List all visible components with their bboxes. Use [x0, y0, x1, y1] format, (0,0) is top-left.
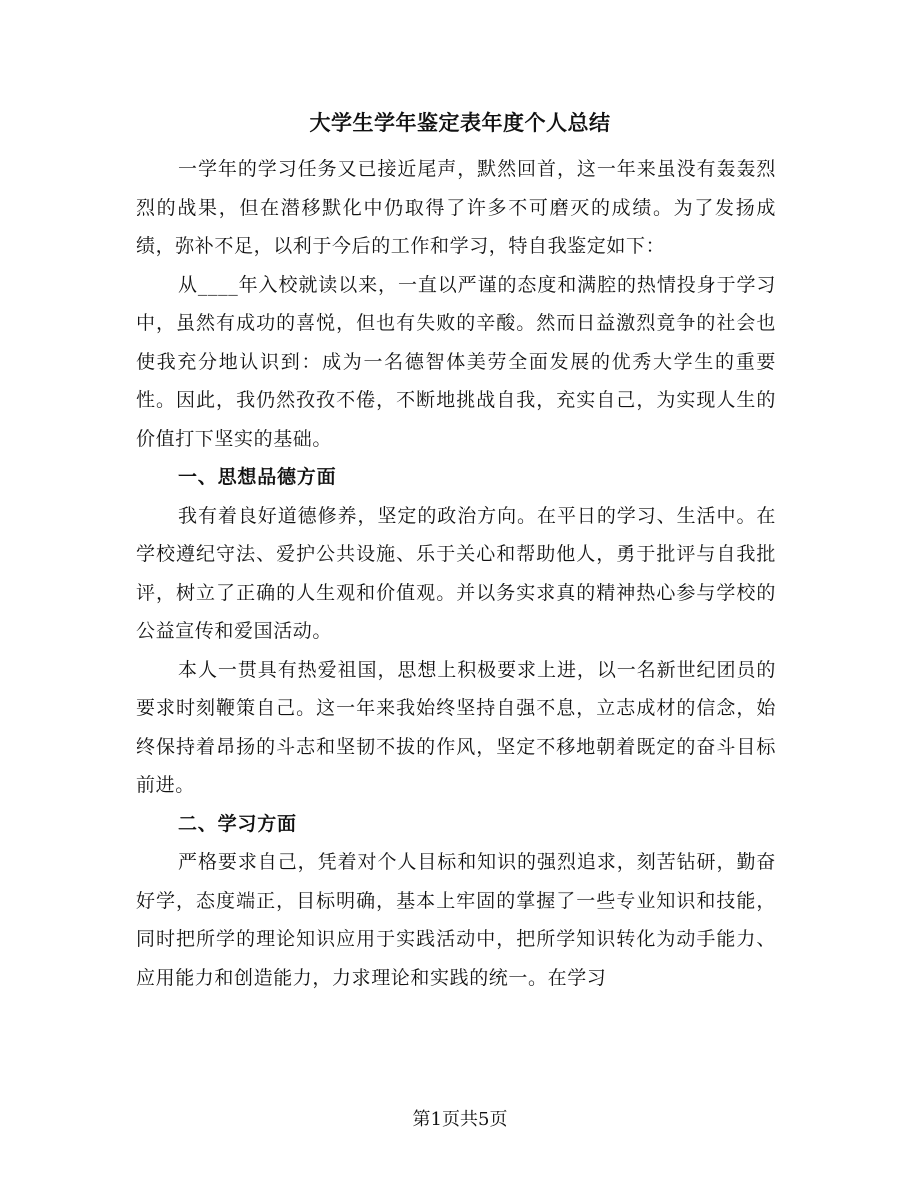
- document-title: 大学生学年鉴定表年度个人总结: [309, 111, 611, 135]
- paragraph-intro: 一学年的学习任务又已接近尾声，默然回首，这一年来虽没有轰轰烈烈的战果，但在潜移默化中仍取得了许多不可磨灭的成绩。为了发扬成绩，弥补不足，以利于今后的工作和学习，特自我鉴定如下：: [136, 158, 776, 257]
- document-body: [136, 150, 776, 997]
- paragraph-morality-1: 我有着良好道德修养，坚定的政治方向。在平日的学习、生活中。在学校遵纪守法、爱护公共设施、乐于关心和帮助他人，勇于批评与自我批评，树立了正确的人生观和价值观。并以务实求真的精神热心参与学校的公益宣传和爱国活动。: [136, 504, 776, 642]
- page-number-footer: 第1页共5页: [412, 1109, 508, 1130]
- paragraph-morality-2: 本人一贯具有热爱祖国，思想上积极要求上进，以一名新世纪团员的要求时刻鞭策自己。这一年来我始终坚持自强不息，立志成材的信念，始终保持着昂扬的斗志和坚韧不拔的作风，坚定不移地朝着既定的奋斗目标前进。: [136, 658, 776, 796]
- paragraph-study-1: 严格要求自己，凭着对个人目标和知识的强烈追求，刻苦钻研，勤奋好学，态度端正，目标明确，基本上牢固的掌握了一些专业知识和技能，同时把所学的理论知识应用于实践活动中，把所学知识转化为动手能力、应用能力和创造能力，力求理论和实践的统一。在学习: [136, 851, 776, 989]
- section-heading-study: 二、学习方面: [178, 812, 297, 835]
- section-heading-morality: 一、思想品德方面: [178, 466, 337, 488]
- paragraph-enrollment: 从____年入校就读以来，一直以严谨的态度和满腔的热情投身于学习中，虽然有成功的喜悦，但也有失败的辛酸。然而日益激烈竟争的社会也使我充分地认识到：成为一名德智体美劳全面发展的优秀大学生的重要性。因此，我仍然孜孜不倦，不断地挑战自我，充实自己，为实现人生的价值打下坚实的基础。: [136, 273, 776, 450]
